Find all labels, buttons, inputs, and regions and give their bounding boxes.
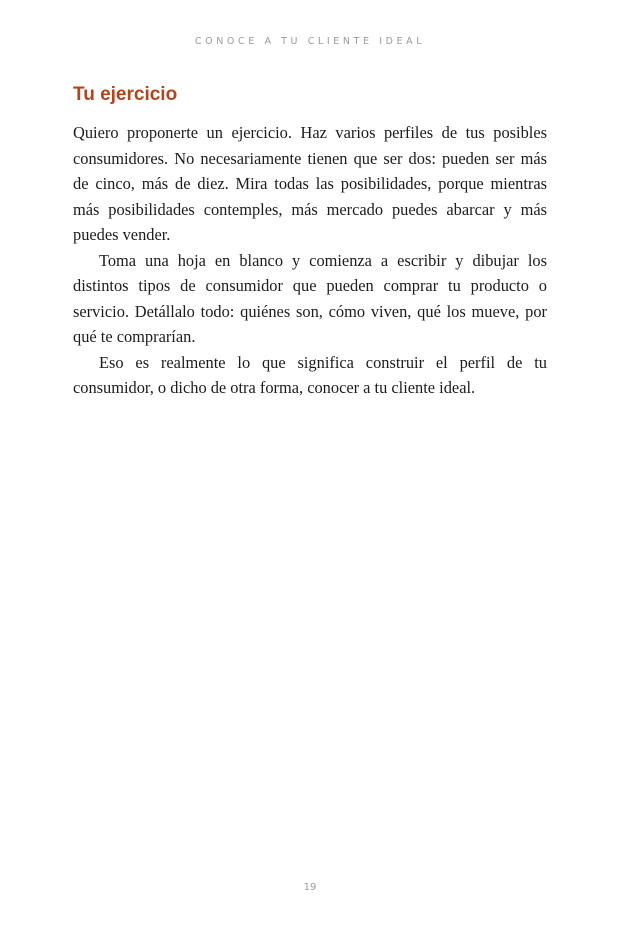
paragraph-2: Toma una hoja en blanco y comienza a escribir y dibujar los distintos tipos de consumidor que pueden comprar tu producto o servicio. Detállalo todo: quiénes son, cómo viven, qué los mueve, por qué te comprarían. (73, 250, 547, 346)
running-header: CONOCE A TU CLIENTE IDEAL (194, 36, 426, 47)
page-number: 19 (303, 882, 317, 893)
paragraph-3: Eso es realmente lo que significa construir el perfil de tu consumidor, o dicho de otra forma, conocer a tu cliente ideal. (73, 352, 547, 397)
paragraph-1: Quiero proponerte un ejercicio. Haz varios perfiles de tus posibles consumidores. No necesariamente tienen que ser dos: pueden ser más de cinco, más de diez. Mira todas las posibilidades, porque mientras más posibilidades contemples, más mercado puedes abarcar y más puedes vender. (73, 123, 547, 244)
section-title: Tu ejercicio (73, 84, 178, 105)
body-text (73, 120, 547, 401)
